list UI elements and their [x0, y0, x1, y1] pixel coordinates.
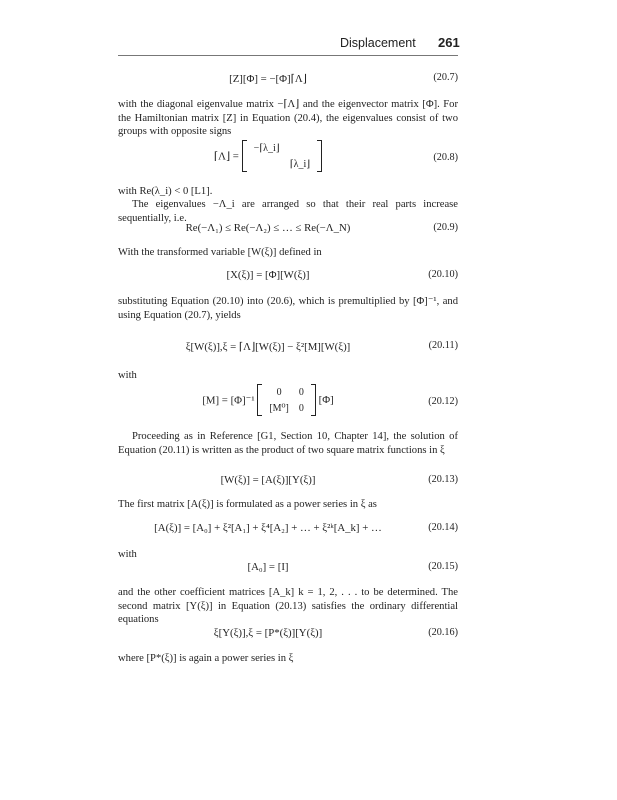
paragraph: The first matrix [A(ξ)] is formulated as a power series in ξ as [118, 499, 377, 510]
equation-expression: [X(ξ)] = [Φ][W(ξ)] [226, 269, 310, 281]
matrix-cell: 0 [298, 402, 304, 414]
equation-number: (20.8) [433, 152, 458, 163]
equation-lhs: [M] = [Φ]⁻¹ [202, 394, 255, 407]
matrix-cell [249, 156, 285, 172]
paragraph: With the transformed variable [W(ξ)] defined in [118, 247, 322, 258]
matrix-cell: 0 [276, 386, 282, 398]
equation-number: (20.15) [428, 561, 458, 572]
equation-rhs: [Φ] [318, 394, 334, 406]
running-header-title: Displacement [340, 36, 416, 50]
equation-expression: [W(ξ)] = [A(ξ)][Y(ξ)] [220, 474, 316, 486]
equation-number: (20.14) [428, 522, 458, 533]
matrix-cell: 0 [298, 386, 304, 398]
equation-20-9 [118, 222, 458, 238]
equation-number: (20.16) [428, 627, 458, 638]
equation-lhs: ⌈Λ⌋ = [213, 150, 239, 163]
matrix-cell: [M⁰] [269, 402, 289, 414]
equation-20-15 [118, 561, 458, 577]
equation-20-13 [118, 474, 458, 490]
equation-expression: ξ[W(ξ)],ξ = ⌈Λ⌋[W(ξ)] − ξ²[M][W(ξ)] [185, 341, 351, 353]
matrix-cell [285, 140, 315, 156]
paragraph: The eigenvalues −Λ_i are arranged so that their real parts increase sequentially, i.e. [118, 199, 458, 224]
paragraph: with [118, 549, 137, 560]
equation-20-14 [118, 522, 458, 538]
equation-20-8 [118, 140, 458, 180]
paragraph: where [P*(ξ)] is again a power series in ξ [118, 653, 294, 664]
page-number: 261 [438, 35, 460, 50]
block-matrix [242, 140, 323, 172]
paragraph: with Re(λ_i) < 0 [L1]. [118, 186, 213, 197]
paragraph: and the other coefficient matrices [A_k] k = 1, 2, . . . to be determined. The second matrix [Y(ξ)] in Equation (20.13) satisfies the ordinary differential equations [118, 587, 458, 625]
header-rule [118, 55, 458, 56]
paragraph: substituting Equation (20.10) into (20.6), which is premultiplied by [Φ]⁻¹, and using Equation (20.7), yields [118, 296, 458, 321]
paragraph: with [118, 370, 137, 381]
equation-expression: ξ[Y(ξ)],ξ = [P*(ξ)][Y(ξ)] [213, 627, 323, 639]
equation-expression: Re(−Λ₁) ≤ Re(−Λ₂) ≤ … ≤ Re(−Λ_N) [185, 222, 351, 234]
paragraph: with the diagonal eigenvalue matrix −⌈Λ⌋ and the eigenvector matrix [Φ]. For the Hamiltonian matrix [Z] in Equation (20.4), the eigenvalues consist of two groups with opposite signs [118, 99, 458, 137]
equation-20-10 [118, 269, 458, 285]
equation-20-12 [118, 384, 458, 424]
equation-number: (20.10) [428, 269, 458, 280]
paragraph: Proceeding as in Reference [G1, Section 10, Chapter 14], the solution of Equation (20.11) is written as the product of two square matrix functions in ξ [118, 431, 458, 456]
equation-number: (20.13) [428, 474, 458, 485]
equation-20-11 [118, 340, 458, 356]
matrix-cell: −⌈λ_i⌋ [253, 142, 280, 154]
block-matrix [257, 384, 316, 416]
equation-20-7 [118, 72, 458, 88]
equation-expression: [Z][Φ] = −[Φ]⌈Λ⌋ [229, 73, 307, 85]
equation-number: (20.7) [433, 72, 458, 83]
matrix-cell: ⌈λ_i⌋ [289, 158, 311, 170]
equation-number: (20.11) [428, 340, 458, 351]
equation-number: (20.12) [428, 396, 458, 407]
equation-number: (20.9) [433, 222, 458, 233]
equation-expression: [A(ξ)] = [A₀] + ξ²[A₁] + ξ⁴[A₂] + … + ξ²ᵏ[A_k] + … [154, 522, 382, 534]
equation-expression: [A₀] = [I] [247, 561, 289, 573]
equation-20-16 [118, 627, 458, 643]
